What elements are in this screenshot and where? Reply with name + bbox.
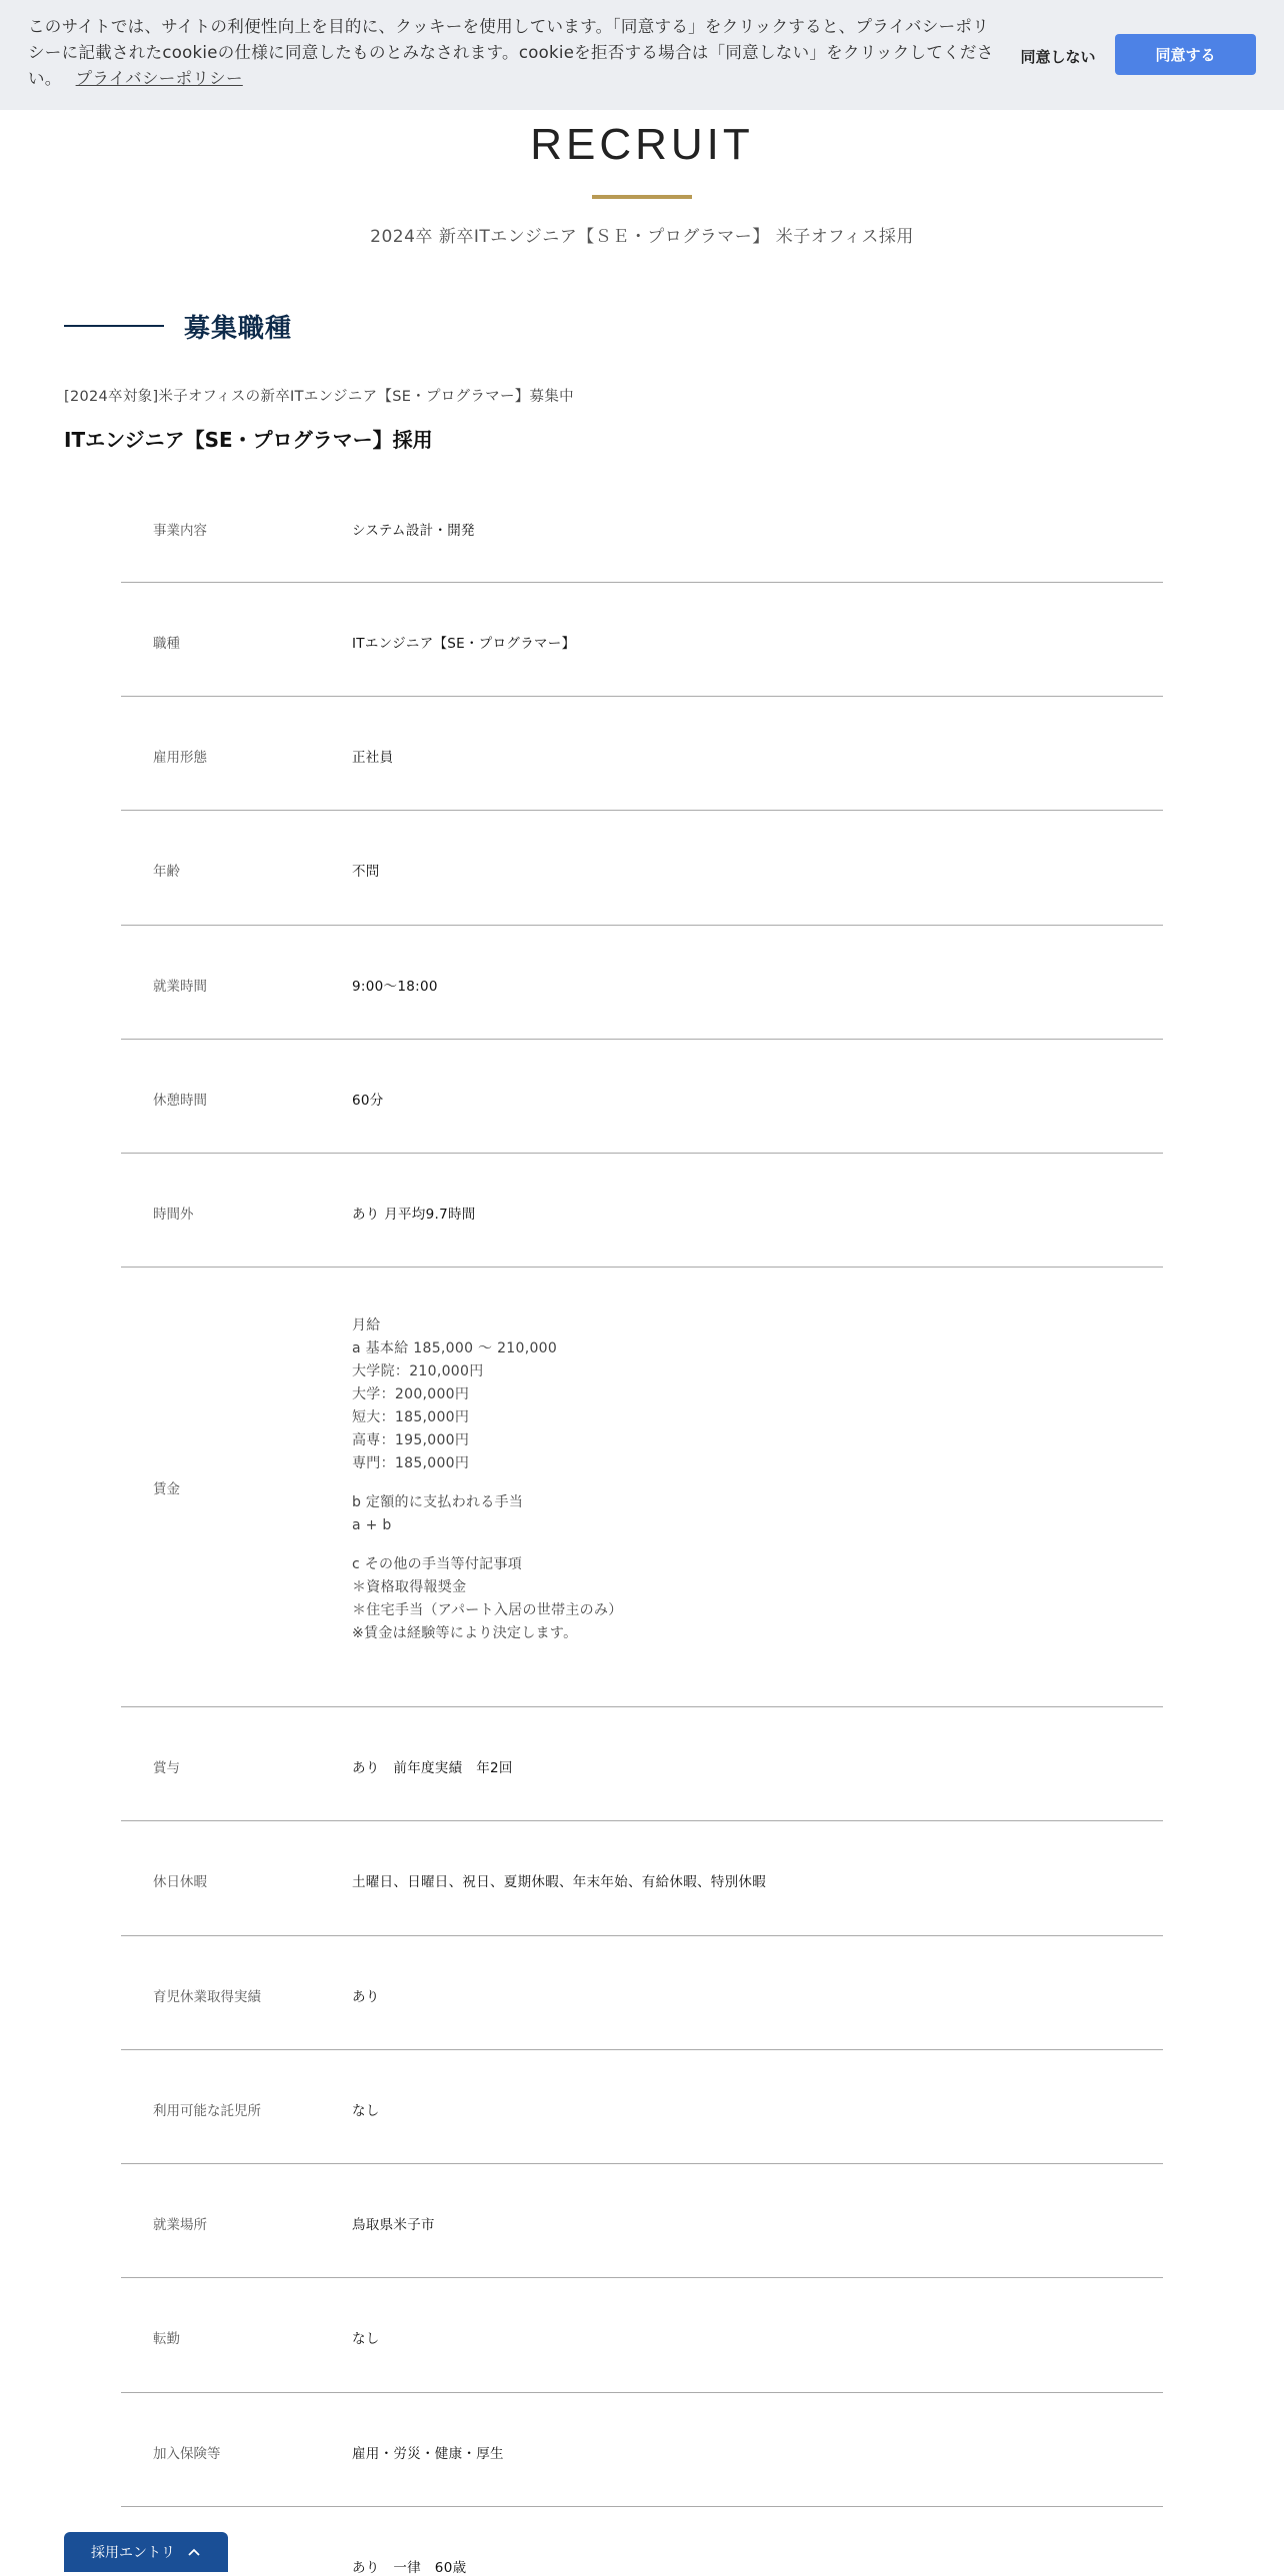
title-underline (592, 195, 692, 199)
detail-row-location (121, 2164, 1163, 2278)
row-label: 休憩時間 (153, 1093, 207, 1109)
detail-row-business (121, 470, 1163, 583)
row-label: 年齢 (153, 864, 180, 880)
decline-button[interactable]: 同意しない (1020, 47, 1096, 66)
chevron-up-icon (187, 2547, 201, 2557)
row-value: あり (352, 1989, 380, 2005)
row-value: ITエンジニア【SE・プログラマー】 (352, 636, 576, 652)
entry-button-label: 採用エントリ (91, 2545, 175, 2561)
row-value: 正社員 (352, 750, 394, 766)
cookie-message-text: このサイトでは、サイトの利便性向上を目的に、クッキーを使用しています。「同意する」をクリックすると、プライバシーポリシーに記載されたcookieの仕様に同意したものとみなされます。cookieを拒否する場合は「同意しない」をクリックしてください。 (28, 17, 994, 88)
row-label: 育児休業取得実績 (153, 1989, 261, 2005)
row-value: 不問 (352, 864, 380, 880)
row-value: なし (352, 2331, 380, 2347)
detail-row-hours (121, 926, 1163, 1040)
detail-row-salary (121, 1268, 1163, 1707)
cookie-banner (0, 0, 1284, 110)
row-value: あり 前年度実績 年2回 (352, 1760, 513, 1776)
detail-row-insurance (121, 2393, 1163, 2507)
detail-row-nursery (121, 2050, 1163, 2164)
row-label: 休日休暇 (153, 1874, 207, 1890)
row-value: システム設計・開発 (352, 523, 475, 539)
row-value: 60分 (352, 1093, 384, 1109)
row-label: 利用可能な託児所 (153, 2103, 261, 2119)
detail-row-retirement (121, 2507, 1163, 2576)
job-title: ITエンジニア【SE・プログラマー】採用 (64, 428, 433, 452)
detail-row-holidays (121, 1821, 1163, 1936)
row-label: 職種 (153, 636, 180, 652)
row-value: なし (352, 2103, 380, 2119)
detail-row-employment (121, 697, 1163, 811)
row-value: 鳥取県米子市 (352, 2217, 435, 2233)
page-subtitle: 2024卒 新卒ITエンジニア【ＳＥ・プログラマー】 米子オフィス採用 (370, 227, 914, 247)
detail-row-job-type (121, 583, 1163, 697)
salary-details (352, 1314, 623, 1645)
row-value: 9:00～18:00 (352, 979, 438, 995)
row-label: 就業時間 (153, 979, 207, 995)
detail-row-age (121, 811, 1163, 926)
page-title: RECRUIT (530, 120, 754, 169)
salary-block-base: 月給 a 基本給 185,000 ～ 210,000 大学院：210,000円 大学：200,000円 短大：185,000円 高専：195,000円 専門：185,000円 (352, 1317, 558, 1471)
row-label: 加入保険等 (153, 2446, 221, 2462)
salary-block-allowance: b 定額的に支払われる手当 a + b (352, 1494, 524, 1533)
detail-row-bonus (121, 1707, 1163, 1821)
row-value: 土曜日、日曜日、祝日、夏期休暇、年末年始、有給休暇、特別休暇 (352, 1874, 766, 1890)
row-label: 時間外 (153, 1207, 194, 1223)
row-label: 事業内容 (153, 523, 207, 539)
detail-row-transfer (121, 2278, 1163, 2393)
row-label: 賃金 (153, 1481, 180, 1497)
row-label: 雇用形態 (153, 750, 207, 766)
row-label: 就業場所 (153, 2217, 207, 2233)
detail-row-overtime (121, 1154, 1163, 1268)
row-label: 転勤 (153, 2331, 180, 2347)
detail-row-break (121, 1040, 1163, 1154)
recruit-entry-button[interactable] (64, 2532, 228, 2572)
row-value: 雇用・労災・健康・厚生 (352, 2446, 504, 2462)
section-heading: 募集職種 (184, 314, 293, 344)
detail-row-childcare-leave (121, 1936, 1163, 2050)
section-lead: [2024卒対象]米子オフィスの新卒ITエンジニア【SE・プログラマー】募集中 (64, 389, 574, 405)
row-value: あり 一律 60歳 (352, 2560, 467, 2576)
cookie-message (28, 14, 998, 92)
salary-block-other: c その他の手当等付記事項 ＊資格取得報奨金 ＊住宅手当（アパート入居の世帯主のみ） ※賃金は経験等により決定します。 (352, 1556, 623, 1641)
privacy-policy-link[interactable]: プライバシーポリシー (75, 69, 243, 88)
row-label: 賞与 (153, 1760, 180, 1776)
row-value: あり 月平均9.7時間 (352, 1207, 476, 1223)
accept-button[interactable]: 同意する (1115, 34, 1256, 75)
section-heading-line (64, 325, 164, 327)
